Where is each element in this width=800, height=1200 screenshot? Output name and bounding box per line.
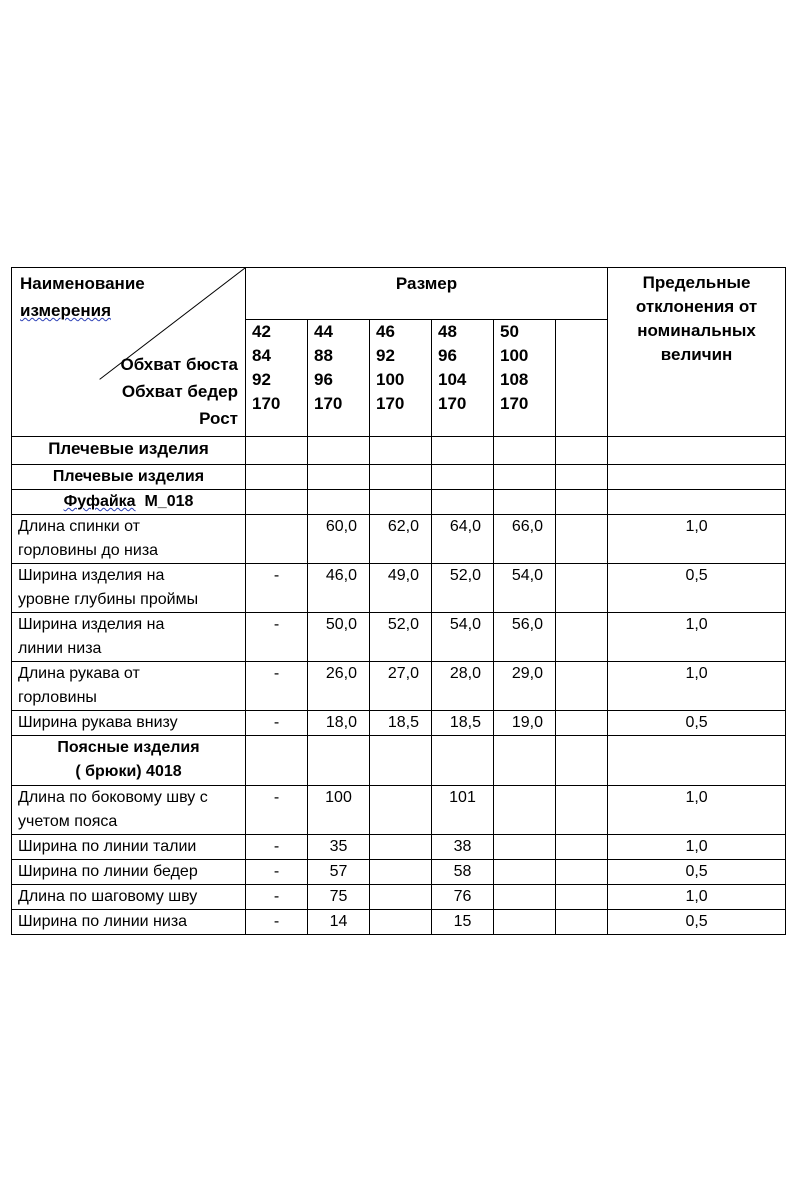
cell-46: 49,0 [370,564,432,613]
table-row [12,860,786,885]
measurement-label: Ширина по линии низа [12,910,246,935]
cell-44: 57 [308,860,370,885]
cell-46 [370,885,432,910]
label-line2: учетом пояса [18,813,118,830]
tolerance-line1: Предельные [642,273,751,292]
product-code: М_018 [144,493,194,510]
tolerance-cell: 0,5 [608,711,786,736]
empty-cell [556,835,608,860]
hips-label: Обхват бедер [121,382,238,401]
cell-50: 54,0 [494,564,556,613]
cell-42 [246,515,308,564]
cell-42: - [246,910,308,935]
measurement-name-label [20,270,145,324]
measurement-label: Ширина по линии бедер [12,860,246,885]
table-row [12,786,786,835]
hips-value: 96 [314,370,333,389]
size-column-42 [246,320,308,437]
empty-cell [556,662,608,711]
empty-cell [556,736,608,786]
cell-42: - [246,860,308,885]
product-prefix: Фуфайка [63,493,136,510]
empty-cell [556,786,608,835]
cell-50 [494,885,556,910]
cell-42: - [246,835,308,860]
cell-46: 52,0 [370,613,432,662]
empty-cell [608,437,786,465]
cell-48: 58 [432,860,494,885]
label-line1: Ширина изделия на [18,567,165,584]
cell-50 [494,860,556,885]
tolerance-line3: номинальных [637,321,756,340]
section-row [12,490,786,515]
measurement-label [12,613,246,662]
label-line2: уровне глубины проймы [18,591,199,608]
empty-cell [432,736,494,786]
cell-50: 19,0 [494,711,556,736]
hips-value: 92 [252,370,271,389]
empty-cell [370,736,432,786]
size-column-48 [432,320,494,437]
size-value: 44 [314,322,333,341]
cell-44: 18,0 [308,711,370,736]
empty-cell [308,465,370,490]
cell-44: 60,0 [308,515,370,564]
size-value: 42 [252,322,271,341]
cell-50: 29,0 [494,662,556,711]
cell-48: 52,0 [432,564,494,613]
label-line1: Ширина изделия на [18,616,165,633]
empty-cell [432,465,494,490]
cell-48: 64,0 [432,515,494,564]
bust-value: 92 [376,346,395,365]
height-value: 170 [500,394,529,413]
cell-50: 56,0 [494,613,556,662]
section-waist-items [12,736,246,786]
subsection-shoulder-items: Плечевые изделия [12,465,246,490]
height-label: Рост [199,409,238,428]
cell-46: 18,5 [370,711,432,736]
bust-label: Обхват бюста [120,355,238,374]
section-row [12,437,786,465]
measurement-name-line1: Наименование [20,274,145,293]
empty-cell [308,736,370,786]
tolerance-cell: 0,5 [608,860,786,885]
empty-cell [608,490,786,515]
cell-46 [370,910,432,935]
empty-cell [494,437,556,465]
size-value: 46 [376,322,395,341]
bust-value: 88 [314,346,333,365]
measurement-label: Длина по шаговому шву [12,885,246,910]
cell-44: 35 [308,835,370,860]
tolerance-cell: 0,5 [608,910,786,935]
cell-44: 50,0 [308,613,370,662]
empty-cell [556,515,608,564]
cell-44: 14 [308,910,370,935]
size-column-44 [308,320,370,437]
empty-cell [308,490,370,515]
empty-cell [308,437,370,465]
empty-cell [432,437,494,465]
cell-42: - [246,613,308,662]
tolerance-line4: величин [660,345,733,364]
hips-value: 100 [376,370,405,389]
size-value: 50 [500,322,519,341]
tolerance-cell: 1,0 [608,515,786,564]
measurement-label [12,786,246,835]
table-row [12,885,786,910]
tolerance-cell: 1,0 [608,786,786,835]
size-column-46 [370,320,432,437]
empty-cell [246,490,308,515]
measurement-name-header [12,268,246,437]
measurement-label: Ширина по линии талии [12,835,246,860]
cell-42: - [246,564,308,613]
bust-value: 84 [252,346,271,365]
tolerance-cell: 1,0 [608,885,786,910]
hips-value: 104 [438,370,467,389]
cell-48: 15 [432,910,494,935]
cell-50: 66,0 [494,515,556,564]
empty-cell [556,465,608,490]
table-row [12,711,786,736]
label-line2: горловины [18,689,97,706]
empty-cell [556,711,608,736]
size-params-labels [120,351,238,432]
empty-cell [494,465,556,490]
size-value: 48 [438,322,457,341]
empty-cell [556,564,608,613]
tolerance-cell: 1,0 [608,662,786,711]
header-row-1 [12,268,786,320]
empty-cell [556,613,608,662]
empty-cell [556,860,608,885]
cell-50 [494,786,556,835]
cell-44: 26,0 [308,662,370,711]
cell-46: 62,0 [370,515,432,564]
cell-42: - [246,885,308,910]
table-row [12,564,786,613]
height-value: 170 [252,394,281,413]
empty-cell [246,437,308,465]
cell-50 [494,835,556,860]
section-row [12,465,786,490]
size-header: Размер [246,268,608,320]
cell-42: - [246,662,308,711]
cell-50 [494,910,556,935]
empty-cell [370,465,432,490]
measurement-label [12,515,246,564]
cell-48: 54,0 [432,613,494,662]
cell-44: 100 [308,786,370,835]
height-value: 170 [314,394,343,413]
height-value: 170 [438,394,467,413]
empty-cell [556,490,608,515]
empty-cell [246,465,308,490]
cell-48: 28,0 [432,662,494,711]
cell-46 [370,786,432,835]
cell-48: 18,5 [432,711,494,736]
cell-48: 101 [432,786,494,835]
size-column-50 [494,320,556,437]
measurement-name-line2: измерения [20,301,111,320]
tolerance-cell: 1,0 [608,613,786,662]
waist-section-line1: Поясные изделия [57,739,200,756]
bust-value: 100 [500,346,529,365]
empty-cell [494,490,556,515]
measurement-label [12,662,246,711]
tolerance-cell: 0,5 [608,564,786,613]
empty-cell [432,490,494,515]
bust-value: 96 [438,346,457,365]
label-line2: горловины до низа [18,542,159,559]
cell-44: 75 [308,885,370,910]
section-row [12,736,786,786]
empty-cell [556,910,608,935]
label-line1: Длина по боковому шву с [18,789,208,806]
tolerance-line2: отклонения от [635,297,758,316]
hips-value: 108 [500,370,529,389]
table-row [12,910,786,935]
empty-cell [494,736,556,786]
table-row [12,613,786,662]
cell-42: - [246,711,308,736]
label-line2: линии низа [18,640,102,657]
empty-cell [370,490,432,515]
empty-cell [370,437,432,465]
product-title [12,490,246,515]
table-row [12,835,786,860]
measurement-label: Ширина рукава внизу [12,711,246,736]
empty-cell [556,885,608,910]
cell-46 [370,835,432,860]
cell-48: 38 [432,835,494,860]
tolerance-cell: 1,0 [608,835,786,860]
label-line1: Длина спинки от [18,518,140,535]
empty-cell [608,465,786,490]
empty-cell [608,736,786,786]
measurement-label [12,564,246,613]
empty-cell [556,437,608,465]
cell-46 [370,860,432,885]
cell-48: 76 [432,885,494,910]
height-value: 170 [376,394,405,413]
cell-46: 27,0 [370,662,432,711]
table-row [12,515,786,564]
size-column-empty [556,320,608,437]
cell-42: - [246,786,308,835]
label-line1: Длина рукава от [18,665,140,682]
cell-44: 46,0 [308,564,370,613]
tolerance-header [608,268,786,437]
size-specification-table [11,267,786,935]
table-row [12,662,786,711]
section-shoulder-items: Плечевые изделия [12,437,246,465]
empty-cell [246,736,308,786]
waist-section-line2: ( брюки) 4018 [75,763,182,780]
